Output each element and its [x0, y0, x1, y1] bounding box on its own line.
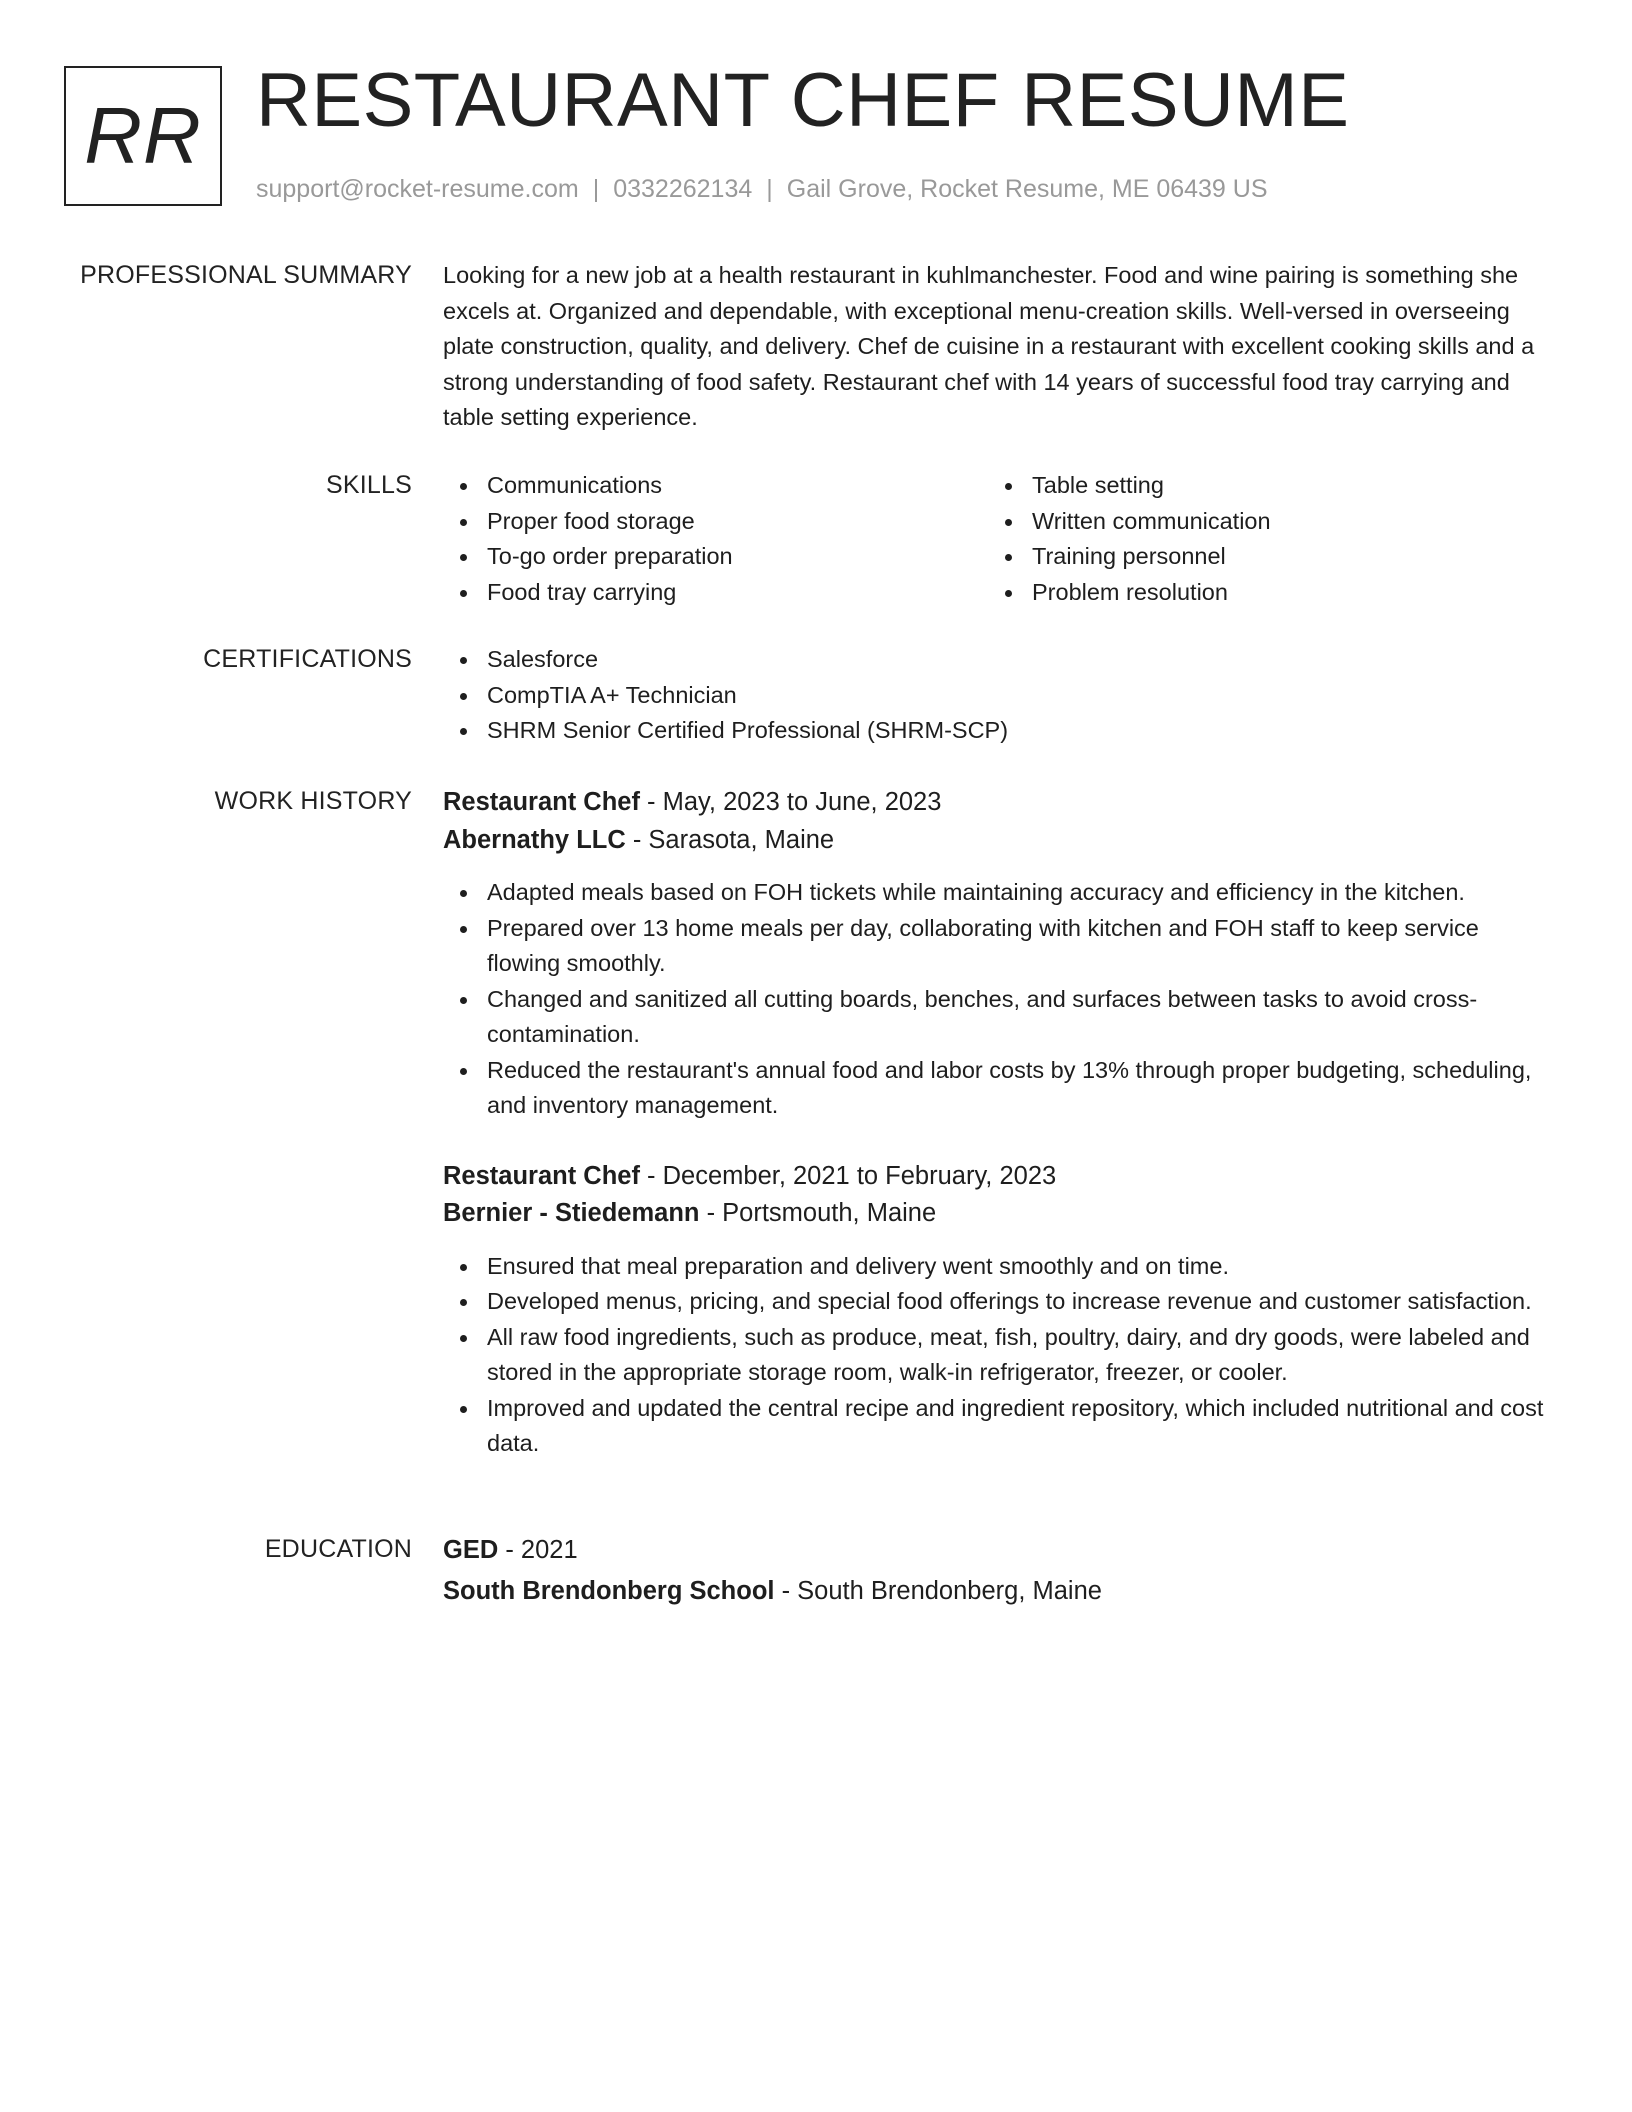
education-school-line	[443, 1573, 1558, 1611]
education-school: South Brendonberg School	[443, 1576, 775, 1605]
job-bullet: Prepared over 13 home meals per day, collaborating with kitchen and FOH staff to keep service flowing smoothly.	[443, 911, 1558, 982]
job-bullet: Improved and updated the central recipe and ingredient repository, which included nutritional and cost data.	[443, 1391, 1558, 1462]
contact-separator: |	[766, 175, 773, 203]
job-bullet: All raw food ingredients, such as produce, meat, fish, poultry, dairy, and dry goods, were labeled and stored in the appropriate storage room, walk-in refrigerator, freezer, or cooler.	[443, 1320, 1558, 1391]
job-entry	[443, 1158, 1558, 1462]
skills-body	[443, 468, 1558, 610]
job-title-line	[443, 1158, 1558, 1196]
summary-body	[443, 258, 1558, 436]
section-label-education: EDUCATION	[264, 1535, 412, 1563]
section-label-skills: SKILLS	[326, 471, 412, 499]
education-degree-line	[443, 1532, 1558, 1570]
skill-item: Food tray carrying	[443, 575, 988, 611]
job-bullet: Developed menus, pricing, and special food offerings to increase revenue and customer satisfaction.	[443, 1284, 1558, 1320]
skill-item: Table setting	[988, 468, 1533, 504]
education-year: - 2021	[498, 1536, 578, 1564]
skill-item: Training personnel	[988, 539, 1533, 575]
education-body	[443, 1532, 1558, 1610]
job-bullets	[443, 1249, 1558, 1462]
certifications-list	[443, 642, 1558, 749]
skill-item: To-go order preparation	[443, 539, 988, 575]
contact-phone[interactable]: 0332262134	[613, 175, 753, 203]
job-dates: - December, 2021 to February, 2023	[639, 1161, 1057, 1190]
certifications-body	[443, 642, 1558, 749]
skill-item: Proper food storage	[443, 504, 988, 540]
certification-item: Salesforce	[443, 642, 1558, 678]
contact-address: Gail Grove, Rocket Resume, ME 06439 US	[786, 175, 1268, 203]
summary-text: Looking for a new job at a health restaurant in kuhlmanchester. Food and wine pairing is something she excels at. Organized and dependable, with exceptional menu-creation skills. Well-versed in overseeing plate construction, quality, and delivery. Chef de cuisine in a restaurant with excellent cooking skills and a strong understanding of food safety. Restaurant chef with 14 years of successful food tray carrying and table setting experience.	[443, 262, 1535, 430]
job-location: - Sarasota, Maine	[625, 825, 835, 854]
job-title-line	[443, 784, 1558, 822]
job-bullet: Ensured that meal preparation and delivery went smoothly and on time.	[443, 1249, 1558, 1285]
job-title: Restaurant Chef	[443, 1161, 640, 1190]
contact-email[interactable]: support@rocket-resume.com	[256, 175, 579, 203]
skill-item: Problem resolution	[988, 575, 1533, 611]
job-company-line	[443, 1195, 1558, 1233]
job-title: Restaurant Chef	[443, 788, 640, 816]
skill-item: Written communication	[988, 504, 1533, 540]
job-bullet: Changed and sanitized all cutting boards, benches, and surfaces between tasks to avoid cross-contamination.	[443, 982, 1558, 1053]
skills-list-right	[988, 468, 1533, 610]
certification-item: SHRM Senior Certified Professional (SHRM-SCP)	[443, 713, 1558, 749]
skills-grid	[443, 468, 1558, 610]
job-bullet: Adapted meals based on FOH tickets while maintaining accuracy and efficiency in the kitchen.	[443, 875, 1558, 911]
education-degree: GED	[443, 1536, 499, 1564]
contact-separator: |	[592, 175, 600, 203]
resume-title: RESTAURANT CHEF RESUME	[256, 58, 1350, 143]
job-company: Abernathy LLC	[443, 825, 626, 854]
section-label-work-history: WORK HISTORY	[214, 787, 412, 815]
monogram-logo: RR	[64, 66, 222, 206]
work-history-body	[443, 784, 1558, 1462]
skills-list-left	[443, 468, 988, 610]
skill-item: Communications	[443, 468, 988, 504]
job-company: Bernier - Stiedemann	[443, 1199, 700, 1227]
education-location: - South Brendonberg, Maine	[774, 1576, 1102, 1605]
job-dates: - May, 2023 to June, 2023	[639, 788, 942, 816]
job-location: - Portsmouth, Maine	[699, 1199, 937, 1227]
job-bullet: Reduced the restaurant's annual food and labor costs by 13% through proper budgeting, scheduling, and inventory management.	[443, 1053, 1558, 1124]
certification-item: CompTIA A+ Technician	[443, 678, 1558, 714]
job-bullets	[443, 875, 1558, 1124]
section-label-summary: PROFESSIONAL SUMMARY	[80, 261, 412, 289]
job-entry	[443, 784, 1558, 1124]
job-company-line	[443, 822, 1558, 860]
section-label-certifications: CERTIFICATIONS	[203, 645, 412, 673]
contact-line	[256, 172, 1268, 206]
